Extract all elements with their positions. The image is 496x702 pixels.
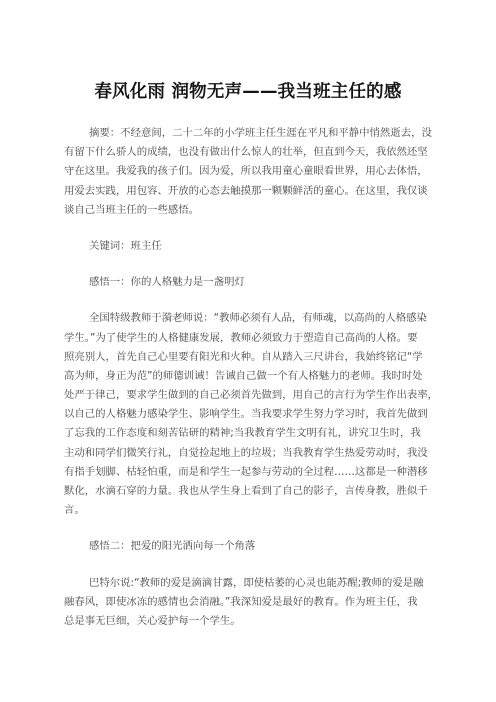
paragraph-gap [89,220,429,237]
keywords-paragraph [89,237,429,256]
section-1-line: 处严于律己，要求学生做到的自己必须首先做到，用自己的言行为学生作出表率， [64,389,439,402]
section-heading-line: 感悟一：你的人格魅力是一盏明灯 [89,276,245,289]
section-2-line: 总是事无巨细，关心爱护每一个学生。 [64,614,241,627]
abstract-line: 用爱去实践，用包容、开放的心态去触摸那一颗颗鲜活的童心。在这里，我仅谈 [64,184,428,197]
abstract-line: 有留下什么骄人的成绩，也没有做出什么惊人的壮举，但直到今天，我依然还坚 [64,146,428,159]
paragraph-gap [89,292,429,309]
section-1-paragraph [64,309,439,520]
document-body [64,124,439,631]
section-1-line: 主动和同学们微笑行礼，自觉捡起地上的垃圾；当我教育学生热爱劳动时，我没 [64,446,428,459]
section-1-line: 言。 [64,504,85,517]
section-heading-2 [89,537,429,556]
document-title: 春风化雨 润物无声——我当班主任的感 [94,82,402,102]
section-1-line: 默化，水滴石穿的力量。我也从学生身上看到了自己的影子，言传身教，胜似千 [64,485,428,497]
section-2-line: 融春风，即使冰冻的感情也会消融。”我深知爱是最好的教育。作为班主任，我 [64,595,418,608]
section-1-line: 了忘我的工作态度和刻苦钻研的精神;当我教育学生文明有礼，讲究卫生时，我 [64,427,421,440]
paragraph-gap [89,557,429,574]
section-2-line: 巴特尔说:“教师的爱是滴滴甘露，即使枯萎的心灵也能苏醒;教师的爱是融 [89,576,424,589]
section-heading-line: 感悟二：把爱的阳光洒向每一个角落 [89,540,256,553]
keywords-line: 关键词：班主任 [89,239,162,252]
section-1-line: 高为师，身正为范”的师德训诫！告诫自己做一个有人格魅力的老师。我时时处 [64,369,423,382]
section-2-paragraph [64,574,429,632]
abstract-line: 守在这里。我爱我的孩子们。因为爱，所以我用童心童眼看世界，用心去体悟， [64,165,428,178]
abstract-paragraph [64,124,432,220]
abstract-line: 谈自己当班主任的一些感悟。 [64,203,200,216]
section-1-line: 有指手划脚、枯轻怕重，而是和学生一起参与劳动的全过程……这都是一种潜移 [64,465,428,478]
section-1-line: 以自己的人格魅力感染学生、影响学生。当我要求学生努力学习时，我首先做到 [64,408,428,421]
paragraph-gap [89,256,429,273]
section-1-line: 照亮别人，首先自己心里要有阳光和火种。自从踏入三尺讲台，我始终铭记“学 [64,350,423,363]
section-1-line: 全国特级教师于漪老师说：“教师必须有人品，有师魂，以高尚的人格感染 [89,312,427,325]
section-1-line: 学生。”为了使学生的人格健康发展，教师必须致力于塑造自己高尚的人格。要 [64,331,418,344]
abstract-line: 摘要：不经意间，二十二年的小学班主任生涯在平凡和平静中悄然逝去，没 [89,127,432,139]
section-heading-1 [89,273,429,292]
paragraph-gap [89,520,429,537]
